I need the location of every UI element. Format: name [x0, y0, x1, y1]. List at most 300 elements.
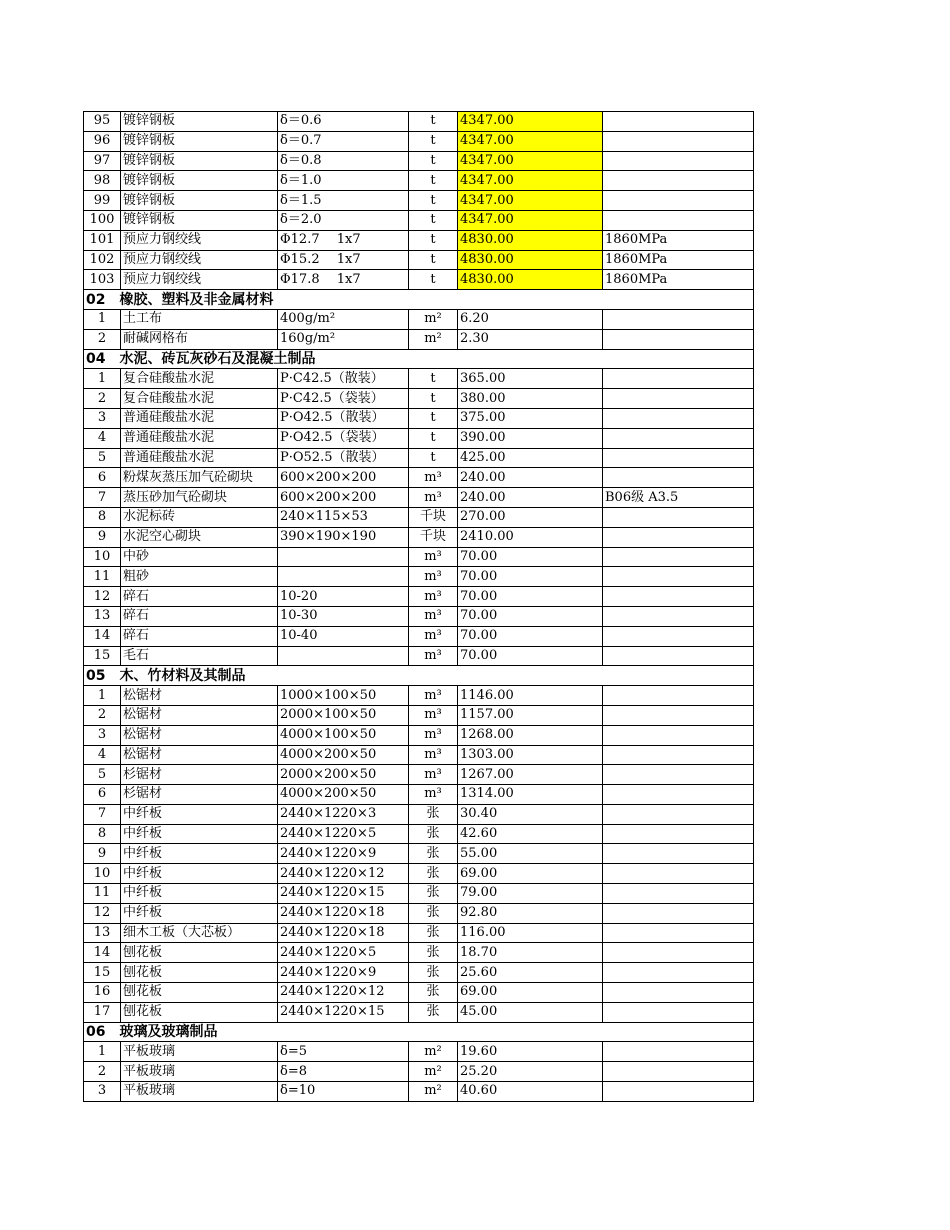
- spec-cell: 2440×1220×15: [278, 1002, 409, 1022]
- table-row: [84, 943, 754, 963]
- row-number-cell: 15: [84, 646, 121, 666]
- price-cell: 4347.00: [458, 210, 603, 230]
- unit-cell: m²: [409, 1042, 458, 1062]
- row-number-cell: 3: [84, 725, 121, 745]
- row-number-cell: 100: [84, 210, 121, 230]
- price-cell: 55.00: [458, 844, 603, 864]
- note-cell: [603, 389, 754, 409]
- note-cell: [603, 547, 754, 567]
- spec-cell: Φ15.2 1x7: [278, 250, 409, 270]
- table-row: [84, 587, 754, 607]
- spec-cell: 4000×100×50: [278, 725, 409, 745]
- row-number-cell: 10: [84, 864, 121, 884]
- section-title: 05 木、竹材料及其制品: [84, 666, 754, 686]
- price-cell: 70.00: [458, 606, 603, 626]
- note-cell: [603, 448, 754, 468]
- unit-cell: 千块: [409, 507, 458, 527]
- unit-cell: 张: [409, 983, 458, 1003]
- row-number-cell: 13: [84, 923, 121, 943]
- note-cell: [603, 923, 754, 943]
- row-number-cell: 95: [84, 112, 121, 132]
- table-row: [84, 369, 754, 389]
- spec-cell: 2440×1220×18: [278, 923, 409, 943]
- note-cell: [603, 567, 754, 587]
- table-row: [84, 884, 754, 904]
- row-number-cell: 9: [84, 844, 121, 864]
- table-row: [84, 963, 754, 983]
- material-name-cell: 毛石: [121, 646, 278, 666]
- table-row: [84, 151, 754, 171]
- spec-cell: P·C42.5（袋装）: [278, 389, 409, 409]
- material-name-cell: 水泥空心砌块: [121, 527, 278, 547]
- note-cell: [603, 626, 754, 646]
- material-name-cell: 刨花板: [121, 963, 278, 983]
- table-row: [84, 725, 754, 745]
- price-cell: 42.60: [458, 824, 603, 844]
- unit-cell: 张: [409, 804, 458, 824]
- table-row: [84, 844, 754, 864]
- material-name-cell: 碎石: [121, 606, 278, 626]
- row-number-cell: 2: [84, 389, 121, 409]
- spec-cell: [278, 646, 409, 666]
- table-row: [84, 864, 754, 884]
- spec-cell: 2440×1220×12: [278, 983, 409, 1003]
- price-cell: 380.00: [458, 389, 603, 409]
- price-cell: 4830.00: [458, 270, 603, 290]
- material-name-cell: 普通硅酸盐水泥: [121, 448, 278, 468]
- spec-cell: 10-20: [278, 587, 409, 607]
- material-name-cell: 松锯材: [121, 705, 278, 725]
- table-row: [84, 804, 754, 824]
- unit-cell: m²: [409, 1082, 458, 1102]
- price-cell: 2410.00: [458, 527, 603, 547]
- note-cell: [603, 527, 754, 547]
- table-row: [84, 428, 754, 448]
- row-number-cell: 8: [84, 507, 121, 527]
- row-number-cell: 3: [84, 1082, 121, 1102]
- unit-cell: 张: [409, 963, 458, 983]
- price-cell: 1146.00: [458, 686, 603, 706]
- note-cell: 1860MPa: [603, 230, 754, 250]
- note-cell: [603, 725, 754, 745]
- table-row: [84, 488, 754, 508]
- unit-cell: 张: [409, 943, 458, 963]
- note-cell: [603, 903, 754, 923]
- row-number-cell: 10: [84, 547, 121, 567]
- table-row: [84, 567, 754, 587]
- price-cell: 70.00: [458, 587, 603, 607]
- material-name-cell: 土工布: [121, 309, 278, 329]
- spec-cell: δ＝0.6: [278, 112, 409, 132]
- price-cell: 4830.00: [458, 230, 603, 250]
- table-row: [84, 329, 754, 349]
- unit-cell: 张: [409, 864, 458, 884]
- row-number-cell: 14: [84, 626, 121, 646]
- spec-cell: 2440×1220×3: [278, 804, 409, 824]
- row-number-cell: 2: [84, 1062, 121, 1082]
- price-cell: 25.20: [458, 1062, 603, 1082]
- unit-cell: t: [409, 151, 458, 171]
- unit-cell: t: [409, 230, 458, 250]
- unit-cell: m³: [409, 705, 458, 725]
- price-cell: 30.40: [458, 804, 603, 824]
- table-row: [84, 923, 754, 943]
- row-number-cell: 13: [84, 606, 121, 626]
- spec-cell: δ＝2.0: [278, 210, 409, 230]
- spec-cell: δ＝1.5: [278, 191, 409, 211]
- price-cell: 240.00: [458, 468, 603, 488]
- row-number-cell: 17: [84, 1002, 121, 1022]
- note-cell: [603, 468, 754, 488]
- row-number-cell: 15: [84, 963, 121, 983]
- spec-cell: 10-40: [278, 626, 409, 646]
- price-cell: 4830.00: [458, 250, 603, 270]
- unit-cell: 张: [409, 1002, 458, 1022]
- table-row: [84, 705, 754, 725]
- table-row: [84, 547, 754, 567]
- note-cell: [603, 864, 754, 884]
- price-cell: 69.00: [458, 983, 603, 1003]
- table-row: [84, 745, 754, 765]
- price-cell: 270.00: [458, 507, 603, 527]
- spec-cell: δ＝0.8: [278, 151, 409, 171]
- spec-cell: 2440×1220×18: [278, 903, 409, 923]
- table-row: [84, 191, 754, 211]
- material-name-cell: 镀锌钢板: [121, 112, 278, 132]
- table-row: [84, 626, 754, 646]
- table-row: [84, 210, 754, 230]
- table-row: [84, 1042, 754, 1062]
- spec-cell: δ=8: [278, 1062, 409, 1082]
- spec-cell: 400g/m²: [278, 309, 409, 329]
- row-number-cell: 11: [84, 884, 121, 904]
- row-number-cell: 96: [84, 131, 121, 151]
- material-name-cell: 平板玻璃: [121, 1062, 278, 1082]
- section-header-row: [84, 349, 754, 369]
- unit-cell: m³: [409, 547, 458, 567]
- material-name-cell: 松锯材: [121, 745, 278, 765]
- spec-cell: 600×200×200: [278, 468, 409, 488]
- spec-cell: 2440×1220×9: [278, 963, 409, 983]
- note-cell: [603, 884, 754, 904]
- note-cell: 1860MPa: [603, 250, 754, 270]
- price-cell: 375.00: [458, 408, 603, 428]
- unit-cell: m²: [409, 1062, 458, 1082]
- spec-cell: δ=5: [278, 1042, 409, 1062]
- spec-cell: P·O52.5（散装）: [278, 448, 409, 468]
- table-row: [84, 408, 754, 428]
- table-row: [84, 448, 754, 468]
- table-row: [84, 824, 754, 844]
- material-name-cell: 中纤板: [121, 844, 278, 864]
- table-row: [84, 983, 754, 1003]
- unit-cell: t: [409, 210, 458, 230]
- row-number-cell: 4: [84, 745, 121, 765]
- price-cell: 4347.00: [458, 171, 603, 191]
- material-name-cell: 碎石: [121, 626, 278, 646]
- note-cell: [603, 1082, 754, 1102]
- row-number-cell: 3: [84, 408, 121, 428]
- table-row: [84, 230, 754, 250]
- price-cell: 92.80: [458, 903, 603, 923]
- section-header-row: [84, 666, 754, 686]
- table-row: [84, 527, 754, 547]
- price-cell: 4347.00: [458, 131, 603, 151]
- spec-cell: P·O42.5（散装）: [278, 408, 409, 428]
- spec-cell: 2440×1220×5: [278, 824, 409, 844]
- price-cell: 70.00: [458, 646, 603, 666]
- unit-cell: 千块: [409, 527, 458, 547]
- price-cell: 40.60: [458, 1082, 603, 1102]
- price-cell: 1314.00: [458, 785, 603, 805]
- row-number-cell: 98: [84, 171, 121, 191]
- unit-cell: m³: [409, 606, 458, 626]
- price-cell: 25.60: [458, 963, 603, 983]
- table-row: [84, 1082, 754, 1102]
- note-cell: [603, 210, 754, 230]
- unit-cell: 张: [409, 824, 458, 844]
- row-number-cell: 16: [84, 983, 121, 1003]
- unit-cell: 张: [409, 923, 458, 943]
- table-row: [84, 250, 754, 270]
- material-name-cell: 镀锌钢板: [121, 210, 278, 230]
- price-cell: 1268.00: [458, 725, 603, 745]
- section-header-row: [84, 1022, 754, 1042]
- material-name-cell: 中纤板: [121, 804, 278, 824]
- material-name-cell: 镀锌钢板: [121, 171, 278, 191]
- note-cell: B06级 A3.5: [603, 488, 754, 508]
- unit-cell: m²: [409, 309, 458, 329]
- unit-cell: m³: [409, 626, 458, 646]
- note-cell: [603, 1042, 754, 1062]
- unit-cell: t: [409, 171, 458, 191]
- unit-cell: m³: [409, 646, 458, 666]
- spec-cell: [278, 547, 409, 567]
- table-row: [84, 468, 754, 488]
- material-name-cell: 复合硅酸盐水泥: [121, 389, 278, 409]
- price-cell: 116.00: [458, 923, 603, 943]
- note-cell: [603, 369, 754, 389]
- row-number-cell: 1: [84, 1042, 121, 1062]
- material-name-cell: 平板玻璃: [121, 1042, 278, 1062]
- unit-cell: t: [409, 131, 458, 151]
- material-name-cell: 松锯材: [121, 686, 278, 706]
- row-number-cell: 7: [84, 488, 121, 508]
- price-cell: 70.00: [458, 626, 603, 646]
- spec-cell: 4000×200×50: [278, 745, 409, 765]
- unit-cell: m³: [409, 468, 458, 488]
- unit-cell: m³: [409, 725, 458, 745]
- note-cell: [603, 507, 754, 527]
- spec-cell: δ＝1.0: [278, 171, 409, 191]
- note-cell: [603, 112, 754, 132]
- table-row: [84, 1002, 754, 1022]
- unit-cell: m²: [409, 329, 458, 349]
- unit-cell: 张: [409, 884, 458, 904]
- material-name-cell: 刨花板: [121, 943, 278, 963]
- spec-cell: 160g/m²: [278, 329, 409, 349]
- material-name-cell: 普通硅酸盐水泥: [121, 428, 278, 448]
- section-title: 04 水泥、砖瓦灰砂石及混凝土制品: [84, 349, 754, 369]
- material-name-cell: 碎石: [121, 587, 278, 607]
- spec-cell: Φ12.7 1x7: [278, 230, 409, 250]
- material-name-cell: 中纤板: [121, 884, 278, 904]
- row-number-cell: 5: [84, 765, 121, 785]
- table-row: [84, 389, 754, 409]
- unit-cell: t: [409, 428, 458, 448]
- table-row: [84, 606, 754, 626]
- row-number-cell: 8: [84, 824, 121, 844]
- material-name-cell: 预应力钢绞线: [121, 250, 278, 270]
- note-cell: [603, 824, 754, 844]
- price-cell: 1157.00: [458, 705, 603, 725]
- note-cell: [603, 329, 754, 349]
- table-row: [84, 785, 754, 805]
- row-number-cell: 6: [84, 785, 121, 805]
- note-cell: [603, 408, 754, 428]
- note-cell: [603, 686, 754, 706]
- material-name-cell: 刨花板: [121, 1002, 278, 1022]
- note-cell: [603, 844, 754, 864]
- table-row: [84, 131, 754, 151]
- price-cell: 69.00: [458, 864, 603, 884]
- price-table-body: [84, 112, 754, 1102]
- price-table: [83, 111, 754, 1102]
- material-name-cell: 中纤板: [121, 864, 278, 884]
- section-header-row: [84, 290, 754, 310]
- note-cell: [603, 705, 754, 725]
- unit-cell: t: [409, 112, 458, 132]
- note-cell: [603, 943, 754, 963]
- material-name-cell: 细木工板（大芯板）: [121, 923, 278, 943]
- note-cell: [603, 191, 754, 211]
- unit-cell: m³: [409, 745, 458, 765]
- note-cell: [603, 131, 754, 151]
- unit-cell: 张: [409, 844, 458, 864]
- note-cell: [603, 151, 754, 171]
- note-cell: [603, 309, 754, 329]
- material-name-cell: 蒸压砂加气砼砌块: [121, 488, 278, 508]
- table-row: [84, 309, 754, 329]
- price-cell: 2.30: [458, 329, 603, 349]
- unit-cell: t: [409, 448, 458, 468]
- price-cell: 240.00: [458, 488, 603, 508]
- material-name-cell: 平板玻璃: [121, 1082, 278, 1102]
- material-name-cell: 中纤板: [121, 903, 278, 923]
- note-cell: [603, 785, 754, 805]
- note-cell: [603, 606, 754, 626]
- material-name-cell: 复合硅酸盐水泥: [121, 369, 278, 389]
- price-cell: 18.70: [458, 943, 603, 963]
- row-number-cell: 4: [84, 428, 121, 448]
- price-cell: 4347.00: [458, 191, 603, 211]
- material-name-cell: 镀锌钢板: [121, 131, 278, 151]
- unit-cell: m³: [409, 785, 458, 805]
- unit-cell: 张: [409, 903, 458, 923]
- price-cell: 1267.00: [458, 765, 603, 785]
- price-cell: 365.00: [458, 369, 603, 389]
- spec-cell: Φ17.8 1x7: [278, 270, 409, 290]
- spec-cell: [278, 567, 409, 587]
- unit-cell: m³: [409, 488, 458, 508]
- note-cell: [603, 983, 754, 1003]
- unit-cell: t: [409, 191, 458, 211]
- section-title: 02 橡胶、塑料及非金属材料: [84, 290, 754, 310]
- section-title: 06 玻璃及玻璃制品: [84, 1022, 754, 1042]
- price-cell: 4347.00: [458, 151, 603, 171]
- material-name-cell: 粉煤灰蒸压加气砼砌块: [121, 468, 278, 488]
- row-number-cell: 5: [84, 448, 121, 468]
- price-cell: 79.00: [458, 884, 603, 904]
- table-row: [84, 765, 754, 785]
- note-cell: [603, 587, 754, 607]
- material-name-cell: 普通硅酸盐水泥: [121, 408, 278, 428]
- row-number-cell: 97: [84, 151, 121, 171]
- material-name-cell: 中砂: [121, 547, 278, 567]
- material-name-cell: 镀锌钢板: [121, 151, 278, 171]
- spec-cell: 2440×1220×15: [278, 884, 409, 904]
- table-row: [84, 903, 754, 923]
- table-row: [84, 171, 754, 191]
- spec-cell: 2000×100×50: [278, 705, 409, 725]
- row-number-cell: 2: [84, 329, 121, 349]
- material-name-cell: 耐碱网格布: [121, 329, 278, 349]
- table-row: [84, 112, 754, 132]
- price-cell: 4347.00: [458, 112, 603, 132]
- price-cell: 19.60: [458, 1042, 603, 1062]
- table-row: [84, 686, 754, 706]
- spec-cell: 2440×1220×9: [278, 844, 409, 864]
- table-row: [84, 507, 754, 527]
- price-cell: 6.20: [458, 309, 603, 329]
- row-number-cell: 9: [84, 527, 121, 547]
- row-number-cell: 14: [84, 943, 121, 963]
- spec-cell: 10-30: [278, 606, 409, 626]
- material-name-cell: 水泥标砖: [121, 507, 278, 527]
- unit-cell: t: [409, 389, 458, 409]
- material-name-cell: 预应力钢绞线: [121, 270, 278, 290]
- note-cell: [603, 171, 754, 191]
- spec-cell: 600×200×200: [278, 488, 409, 508]
- material-name-cell: 预应力钢绞线: [121, 230, 278, 250]
- spec-cell: 1000×100×50: [278, 686, 409, 706]
- unit-cell: m³: [409, 587, 458, 607]
- unit-cell: t: [409, 250, 458, 270]
- row-number-cell: 1: [84, 686, 121, 706]
- price-cell: 45.00: [458, 1002, 603, 1022]
- spec-cell: 4000×200×50: [278, 785, 409, 805]
- note-cell: 1860MPa: [603, 270, 754, 290]
- row-number-cell: 101: [84, 230, 121, 250]
- note-cell: [603, 646, 754, 666]
- table-row: [84, 1062, 754, 1082]
- material-name-cell: 杉锯材: [121, 765, 278, 785]
- row-number-cell: 12: [84, 587, 121, 607]
- material-name-cell: 粗砂: [121, 567, 278, 587]
- table-row: [84, 646, 754, 666]
- unit-cell: t: [409, 408, 458, 428]
- unit-cell: t: [409, 270, 458, 290]
- unit-cell: m³: [409, 686, 458, 706]
- row-number-cell: 2: [84, 705, 121, 725]
- price-cell: 425.00: [458, 448, 603, 468]
- spec-cell: δ=10: [278, 1082, 409, 1102]
- note-cell: [603, 1062, 754, 1082]
- spec-cell: P·C42.5（散装）: [278, 369, 409, 389]
- row-number-cell: 99: [84, 191, 121, 211]
- spec-cell: 240×115×53: [278, 507, 409, 527]
- price-cell: 70.00: [458, 567, 603, 587]
